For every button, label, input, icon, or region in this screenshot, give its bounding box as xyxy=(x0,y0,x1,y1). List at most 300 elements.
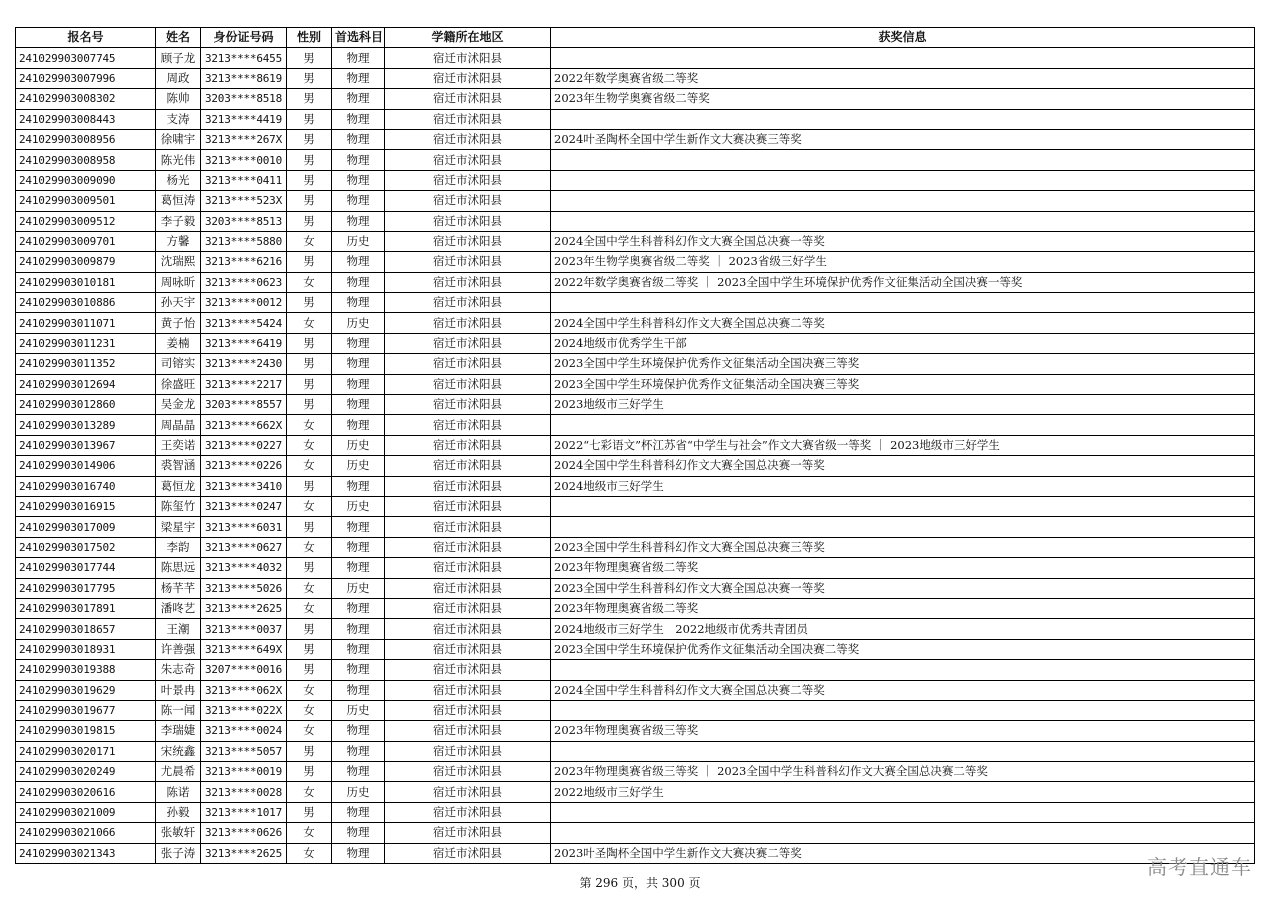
cell-gender: 男 xyxy=(287,802,332,822)
cell-id-no: 3213****5057 xyxy=(201,741,287,761)
cell-awards: 2024全国中学生科普科幻作文大赛全国总决赛一等奖 xyxy=(551,231,1255,251)
table-row xyxy=(16,741,1255,761)
table-row xyxy=(16,68,1255,88)
cell-region: 宿迁市沭阳县 xyxy=(385,89,551,109)
cell-region: 宿迁市沭阳县 xyxy=(385,191,551,211)
cell-awards xyxy=(551,700,1255,720)
cell-subject: 物理 xyxy=(332,333,385,353)
cell-subject: 物理 xyxy=(332,558,385,578)
cell-awards xyxy=(551,660,1255,680)
cell-id-no: 3213****0226 xyxy=(201,456,287,476)
cell-reg-no: 241029903019677 xyxy=(16,700,156,720)
table-row xyxy=(16,374,1255,394)
cell-name: 宋统鑫 xyxy=(156,741,201,761)
cell-region: 宿迁市沭阳县 xyxy=(385,517,551,537)
cell-name: 许善强 xyxy=(156,639,201,659)
cell-id-no: 3213****022X xyxy=(201,700,287,720)
table-row xyxy=(16,252,1255,272)
cell-reg-no: 241029903011231 xyxy=(16,333,156,353)
cell-id-no: 3213****6455 xyxy=(201,48,287,68)
cell-subject: 物理 xyxy=(332,191,385,211)
cell-id-no: 3213****3410 xyxy=(201,476,287,496)
cell-gender: 男 xyxy=(287,333,332,353)
cell-reg-no: 241029903017009 xyxy=(16,517,156,537)
cell-id-no: 3213****6216 xyxy=(201,252,287,272)
cell-reg-no: 241029903009512 xyxy=(16,211,156,231)
cell-name: 孙天宇 xyxy=(156,293,201,313)
cell-subject: 物理 xyxy=(332,721,385,741)
cell-subject: 历史 xyxy=(332,496,385,516)
cell-id-no: 3213****662X xyxy=(201,415,287,435)
cell-region: 宿迁市沭阳县 xyxy=(385,129,551,149)
cell-region: 宿迁市沭阳县 xyxy=(385,456,551,476)
cell-id-no: 3207****0016 xyxy=(201,660,287,680)
cell-reg-no: 241029903009501 xyxy=(16,191,156,211)
cell-region: 宿迁市沭阳县 xyxy=(385,435,551,455)
cell-reg-no: 241029903020171 xyxy=(16,741,156,761)
cell-gender: 男 xyxy=(287,762,332,782)
cell-subject: 物理 xyxy=(332,395,385,415)
cell-awards: 2024地级市三好学生 xyxy=(551,476,1255,496)
cell-reg-no: 241029903009701 xyxy=(16,231,156,251)
cell-region: 宿迁市沭阳县 xyxy=(385,721,551,741)
table-row xyxy=(16,762,1255,782)
cell-gender: 男 xyxy=(287,252,332,272)
cell-subject: 物理 xyxy=(332,272,385,292)
table-row xyxy=(16,313,1255,333)
cell-awards: 2023全国中学生科普科幻作文大赛全国总决赛三等奖 xyxy=(551,537,1255,557)
cell-name: 张敏轩 xyxy=(156,823,201,843)
cell-region: 宿迁市沭阳县 xyxy=(385,558,551,578)
cell-name: 李韵 xyxy=(156,537,201,557)
cell-awards xyxy=(551,517,1255,537)
cell-awards: 2023年物理奥赛省级三等奖 ｜ 2023全国中学生科普科幻作文大赛全国总决赛二等奖 xyxy=(551,762,1255,782)
cell-subject: 物理 xyxy=(332,68,385,88)
cell-subject: 物理 xyxy=(332,150,385,170)
table-row xyxy=(16,354,1255,374)
cell-id-no: 3213****062X xyxy=(201,680,287,700)
cell-region: 宿迁市沭阳县 xyxy=(385,48,551,68)
header-awards: 获奖信息 xyxy=(551,28,1255,48)
cell-reg-no: 241029903010181 xyxy=(16,272,156,292)
table-row xyxy=(16,333,1255,353)
cell-id-no: 3213****0012 xyxy=(201,293,287,313)
cell-subject: 物理 xyxy=(332,48,385,68)
cell-reg-no: 241029903011352 xyxy=(16,354,156,374)
cell-awards: 2023全国中学生科普科幻作文大赛全国总决赛一等奖 xyxy=(551,578,1255,598)
cell-id-no: 3213****523X xyxy=(201,191,287,211)
cell-region: 宿迁市沭阳县 xyxy=(385,231,551,251)
cell-awards: 2024全国中学生科普科幻作文大赛全国总决赛二等奖 xyxy=(551,680,1255,700)
cell-region: 宿迁市沭阳县 xyxy=(385,741,551,761)
cell-name: 沈瑞熙 xyxy=(156,252,201,272)
cell-id-no: 3203****8557 xyxy=(201,395,287,415)
cell-reg-no: 241029903020616 xyxy=(16,782,156,802)
cell-gender: 女 xyxy=(287,700,332,720)
cell-region: 宿迁市沭阳县 xyxy=(385,843,551,863)
cell-gender: 男 xyxy=(287,395,332,415)
cell-region: 宿迁市沭阳县 xyxy=(385,415,551,435)
cell-gender: 男 xyxy=(287,293,332,313)
cell-region: 宿迁市沭阳县 xyxy=(385,293,551,313)
cell-awards: 2023全国中学生环境保护优秀作文征集活动全国决赛二等奖 xyxy=(551,639,1255,659)
table-row xyxy=(16,109,1255,129)
cell-awards: 2023年物理奥赛省级三等奖 xyxy=(551,721,1255,741)
cell-reg-no: 241029903017502 xyxy=(16,537,156,557)
cell-name: 杨光 xyxy=(156,170,201,190)
cell-region: 宿迁市沭阳县 xyxy=(385,109,551,129)
table-row xyxy=(16,517,1255,537)
cell-reg-no: 241029903008958 xyxy=(16,150,156,170)
table-row xyxy=(16,272,1255,292)
cell-gender: 女 xyxy=(287,823,332,843)
cell-awards xyxy=(551,191,1255,211)
table-row xyxy=(16,496,1255,516)
cell-awards xyxy=(551,823,1255,843)
cell-reg-no: 241029903016740 xyxy=(16,476,156,496)
cell-name: 王潮 xyxy=(156,619,201,639)
cell-reg-no: 241029903017795 xyxy=(16,578,156,598)
table-row xyxy=(16,293,1255,313)
cell-subject: 历史 xyxy=(332,231,385,251)
cell-region: 宿迁市沭阳县 xyxy=(385,395,551,415)
cell-name: 葛恒龙 xyxy=(156,476,201,496)
table-row xyxy=(16,578,1255,598)
cell-gender: 女 xyxy=(287,415,332,435)
cell-subject: 物理 xyxy=(332,89,385,109)
cell-awards: 2023年生物学奥赛省级二等奖 ｜ 2023省级三好学生 xyxy=(551,252,1255,272)
cell-name: 葛恒涛 xyxy=(156,191,201,211)
cell-id-no: 3213****0623 xyxy=(201,272,287,292)
table-row xyxy=(16,619,1255,639)
cell-name: 姜楠 xyxy=(156,333,201,353)
cell-id-no: 3213****649X xyxy=(201,639,287,659)
table-row xyxy=(16,170,1255,190)
cell-gender: 男 xyxy=(287,639,332,659)
cell-reg-no: 241029903020249 xyxy=(16,762,156,782)
cell-subject: 物理 xyxy=(332,680,385,700)
cell-subject: 物理 xyxy=(332,639,385,659)
cell-id-no: 3203****8513 xyxy=(201,211,287,231)
cell-name: 尤晨希 xyxy=(156,762,201,782)
cell-subject: 物理 xyxy=(332,252,385,272)
cell-id-no: 3213****2217 xyxy=(201,374,287,394)
cell-gender: 男 xyxy=(287,68,332,88)
cell-gender: 男 xyxy=(287,741,332,761)
cell-reg-no: 241029903008956 xyxy=(16,129,156,149)
cell-region: 宿迁市沭阳县 xyxy=(385,170,551,190)
cell-subject: 物理 xyxy=(332,517,385,537)
cell-subject: 历史 xyxy=(332,700,385,720)
cell-subject: 物理 xyxy=(332,619,385,639)
page-footer: 第 296 页，共 300 页 xyxy=(579,876,701,890)
cell-awards xyxy=(551,802,1255,822)
cell-gender: 女 xyxy=(287,272,332,292)
cell-region: 宿迁市沭阳县 xyxy=(385,272,551,292)
cell-subject: 历史 xyxy=(332,313,385,333)
header-region: 学籍所在地区 xyxy=(385,28,551,48)
cell-gender: 女 xyxy=(287,578,332,598)
cell-name: 潘咚艺 xyxy=(156,598,201,618)
cell-gender: 男 xyxy=(287,170,332,190)
cell-region: 宿迁市沭阳县 xyxy=(385,660,551,680)
cell-name: 朱志奇 xyxy=(156,660,201,680)
cell-subject: 历史 xyxy=(332,782,385,802)
cell-awards xyxy=(551,496,1255,516)
header-reg-no: 报名号 xyxy=(16,28,156,48)
cell-reg-no: 241029903012694 xyxy=(16,374,156,394)
cell-awards xyxy=(551,150,1255,170)
cell-subject: 历史 xyxy=(332,435,385,455)
cell-id-no: 3213****0626 xyxy=(201,823,287,843)
cell-subject: 物理 xyxy=(332,109,385,129)
cell-gender: 男 xyxy=(287,374,332,394)
cell-subject: 历史 xyxy=(332,578,385,598)
cell-reg-no: 241029903019388 xyxy=(16,660,156,680)
cell-awards: 2023地级市三好学生 xyxy=(551,395,1255,415)
cell-name: 梁星宇 xyxy=(156,517,201,537)
cell-gender: 男 xyxy=(287,48,332,68)
table-row xyxy=(16,843,1255,863)
table-row xyxy=(16,435,1255,455)
cell-awards: 2023年生物学奥赛省级二等奖 xyxy=(551,89,1255,109)
header-id-no: 身份证号码 xyxy=(201,28,287,48)
cell-reg-no: 241029903014906 xyxy=(16,456,156,476)
cell-gender: 男 xyxy=(287,109,332,129)
cell-awards: 2023叶圣陶杯全国中学生新作文大赛决赛二等奖 xyxy=(551,843,1255,863)
cell-id-no: 3213****2625 xyxy=(201,843,287,863)
cell-reg-no: 241029903011071 xyxy=(16,313,156,333)
cell-id-no: 3213****4419 xyxy=(201,109,287,129)
cell-id-no: 3213****0411 xyxy=(201,170,287,190)
cell-name: 周晶晶 xyxy=(156,415,201,435)
cell-id-no: 3213****0010 xyxy=(201,150,287,170)
cell-region: 宿迁市沭阳县 xyxy=(385,211,551,231)
cell-subject: 物理 xyxy=(332,211,385,231)
cell-gender: 女 xyxy=(287,721,332,741)
cell-name: 李子毅 xyxy=(156,211,201,231)
cell-reg-no: 241029903009090 xyxy=(16,170,156,190)
cell-gender: 女 xyxy=(287,456,332,476)
cell-reg-no: 241029903008443 xyxy=(16,109,156,129)
table-header-row xyxy=(16,28,1255,48)
cell-name: 张子涛 xyxy=(156,843,201,863)
cell-reg-no: 241029903010886 xyxy=(16,293,156,313)
cell-subject: 物理 xyxy=(332,741,385,761)
table-row xyxy=(16,823,1255,843)
cell-awards: 2022“七彩语文”杯江苏省“中学生与社会”作文大赛省级一等奖 ｜ 2023地级市三好学生 xyxy=(551,435,1255,455)
cell-id-no: 3213****0227 xyxy=(201,435,287,455)
table-row xyxy=(16,211,1255,231)
table-row xyxy=(16,680,1255,700)
cell-id-no: 3213****0627 xyxy=(201,537,287,557)
cell-subject: 物理 xyxy=(332,354,385,374)
cell-name: 徐盛旺 xyxy=(156,374,201,394)
cell-awards: 2023全国中学生环境保护优秀作文征集活动全国决赛三等奖 xyxy=(551,354,1255,374)
cell-subject: 物理 xyxy=(332,802,385,822)
cell-region: 宿迁市沭阳县 xyxy=(385,823,551,843)
table-row xyxy=(16,129,1255,149)
cell-name: 陈玺竹 xyxy=(156,496,201,516)
cell-awards xyxy=(551,170,1255,190)
cell-name: 陈思远 xyxy=(156,558,201,578)
table-body xyxy=(16,48,1255,864)
cell-name: 司镕实 xyxy=(156,354,201,374)
cell-awards: 2024全国中学生科普科幻作文大赛全国总决赛一等奖 xyxy=(551,456,1255,476)
table-row xyxy=(16,191,1255,211)
cell-subject: 物理 xyxy=(332,843,385,863)
cell-name: 方馨 xyxy=(156,231,201,251)
cell-name: 黄子怡 xyxy=(156,313,201,333)
cell-id-no: 3213****2430 xyxy=(201,354,287,374)
cell-awards xyxy=(551,211,1255,231)
cell-awards: 2022年数学奥赛省级二等奖 xyxy=(551,68,1255,88)
cell-reg-no: 241029903017744 xyxy=(16,558,156,578)
document-sheet xyxy=(15,27,1254,864)
cell-awards: 2023年物理奥赛省级二等奖 xyxy=(551,598,1255,618)
cell-subject: 物理 xyxy=(332,598,385,618)
roster-table xyxy=(15,27,1255,864)
cell-name: 王奕诺 xyxy=(156,435,201,455)
cell-region: 宿迁市沭阳县 xyxy=(385,150,551,170)
cell-gender: 女 xyxy=(287,843,332,863)
cell-reg-no: 241029903009879 xyxy=(16,252,156,272)
cell-name: 陈帅 xyxy=(156,89,201,109)
cell-id-no: 3213****5424 xyxy=(201,313,287,333)
table-row xyxy=(16,89,1255,109)
cell-gender: 女 xyxy=(287,496,332,516)
cell-reg-no: 241029903021009 xyxy=(16,802,156,822)
cell-region: 宿迁市沭阳县 xyxy=(385,537,551,557)
cell-awards: 2023年物理奥赛省级二等奖 xyxy=(551,558,1255,578)
header-name: 姓名 xyxy=(156,28,201,48)
cell-region: 宿迁市沭阳县 xyxy=(385,252,551,272)
cell-name: 周咏昕 xyxy=(156,272,201,292)
cell-gender: 男 xyxy=(287,517,332,537)
cell-reg-no: 241029903019815 xyxy=(16,721,156,741)
cell-name: 吴金龙 xyxy=(156,395,201,415)
cell-region: 宿迁市沭阳县 xyxy=(385,639,551,659)
cell-reg-no: 241029903007996 xyxy=(16,68,156,88)
cell-reg-no: 241029903012860 xyxy=(16,395,156,415)
cell-id-no: 3213****2625 xyxy=(201,598,287,618)
cell-region: 宿迁市沭阳县 xyxy=(385,333,551,353)
cell-gender: 男 xyxy=(287,89,332,109)
cell-name: 周政 xyxy=(156,68,201,88)
cell-awards: 2024全国中学生科普科幻作文大赛全国总决赛二等奖 xyxy=(551,313,1255,333)
cell-name: 裘智涵 xyxy=(156,456,201,476)
cell-subject: 物理 xyxy=(332,823,385,843)
table-row xyxy=(16,150,1255,170)
cell-gender: 男 xyxy=(287,619,332,639)
cell-reg-no: 241029903017891 xyxy=(16,598,156,618)
cell-gender: 女 xyxy=(287,231,332,251)
cell-id-no: 3203****8518 xyxy=(201,89,287,109)
cell-name: 陈光伟 xyxy=(156,150,201,170)
cell-id-no: 3213****6419 xyxy=(201,333,287,353)
cell-gender: 男 xyxy=(287,150,332,170)
cell-name: 李瑞婕 xyxy=(156,721,201,741)
cell-awards xyxy=(551,48,1255,68)
table-row xyxy=(16,395,1255,415)
cell-gender: 男 xyxy=(287,660,332,680)
cell-region: 宿迁市沭阳县 xyxy=(385,782,551,802)
cell-gender: 男 xyxy=(287,191,332,211)
cell-reg-no: 241029903021066 xyxy=(16,823,156,843)
cell-reg-no: 241029903018931 xyxy=(16,639,156,659)
table-row xyxy=(16,231,1255,251)
cell-id-no: 3213****0019 xyxy=(201,762,287,782)
table-row xyxy=(16,660,1255,680)
cell-gender: 女 xyxy=(287,680,332,700)
table-row xyxy=(16,456,1255,476)
cell-gender: 男 xyxy=(287,129,332,149)
table-row xyxy=(16,558,1255,578)
table-row xyxy=(16,639,1255,659)
cell-id-no: 3213****0024 xyxy=(201,721,287,741)
cell-gender: 女 xyxy=(287,537,332,557)
cell-region: 宿迁市沭阳县 xyxy=(385,598,551,618)
cell-gender: 女 xyxy=(287,435,332,455)
cell-name: 陈一闻 xyxy=(156,700,201,720)
cell-subject: 物理 xyxy=(332,129,385,149)
cell-reg-no: 241029903018657 xyxy=(16,619,156,639)
cell-id-no: 3213****0247 xyxy=(201,496,287,516)
cell-subject: 物理 xyxy=(332,537,385,557)
cell-gender: 女 xyxy=(287,313,332,333)
cell-name: 徐啸宇 xyxy=(156,129,201,149)
cell-gender: 女 xyxy=(287,782,332,802)
cell-id-no: 3213****267X xyxy=(201,129,287,149)
table-row xyxy=(16,782,1255,802)
cell-id-no: 3213****0037 xyxy=(201,619,287,639)
table-row xyxy=(16,598,1255,618)
cell-subject: 物理 xyxy=(332,374,385,394)
cell-id-no: 3213****4032 xyxy=(201,558,287,578)
cell-gender: 男 xyxy=(287,354,332,374)
table-row xyxy=(16,700,1255,720)
table-row xyxy=(16,476,1255,496)
cell-awards xyxy=(551,109,1255,129)
cell-reg-no: 241029903007745 xyxy=(16,48,156,68)
cell-region: 宿迁市沭阳县 xyxy=(385,496,551,516)
table-row xyxy=(16,721,1255,741)
cell-name: 支涛 xyxy=(156,109,201,129)
header-subject: 首选科目 xyxy=(332,28,385,48)
cell-name: 杨芊芊 xyxy=(156,578,201,598)
cell-subject: 物理 xyxy=(332,170,385,190)
cell-gender: 男 xyxy=(287,558,332,578)
cell-id-no: 3213****5880 xyxy=(201,231,287,251)
cell-awards: 2022地级市三好学生 xyxy=(551,782,1255,802)
watermark-text: 高考直通车 xyxy=(1147,855,1252,879)
cell-region: 宿迁市沭阳县 xyxy=(385,68,551,88)
cell-region: 宿迁市沭阳县 xyxy=(385,354,551,374)
cell-awards xyxy=(551,293,1255,313)
cell-region: 宿迁市沭阳县 xyxy=(385,680,551,700)
table-row xyxy=(16,537,1255,557)
cell-region: 宿迁市沭阳县 xyxy=(385,374,551,394)
table-row xyxy=(16,48,1255,68)
cell-subject: 物理 xyxy=(332,476,385,496)
cell-name: 顾子龙 xyxy=(156,48,201,68)
cell-id-no: 3213****1017 xyxy=(201,802,287,822)
cell-subject: 历史 xyxy=(332,456,385,476)
table-row xyxy=(16,802,1255,822)
cell-subject: 物理 xyxy=(332,762,385,782)
cell-gender: 女 xyxy=(287,598,332,618)
table-row xyxy=(16,415,1255,435)
